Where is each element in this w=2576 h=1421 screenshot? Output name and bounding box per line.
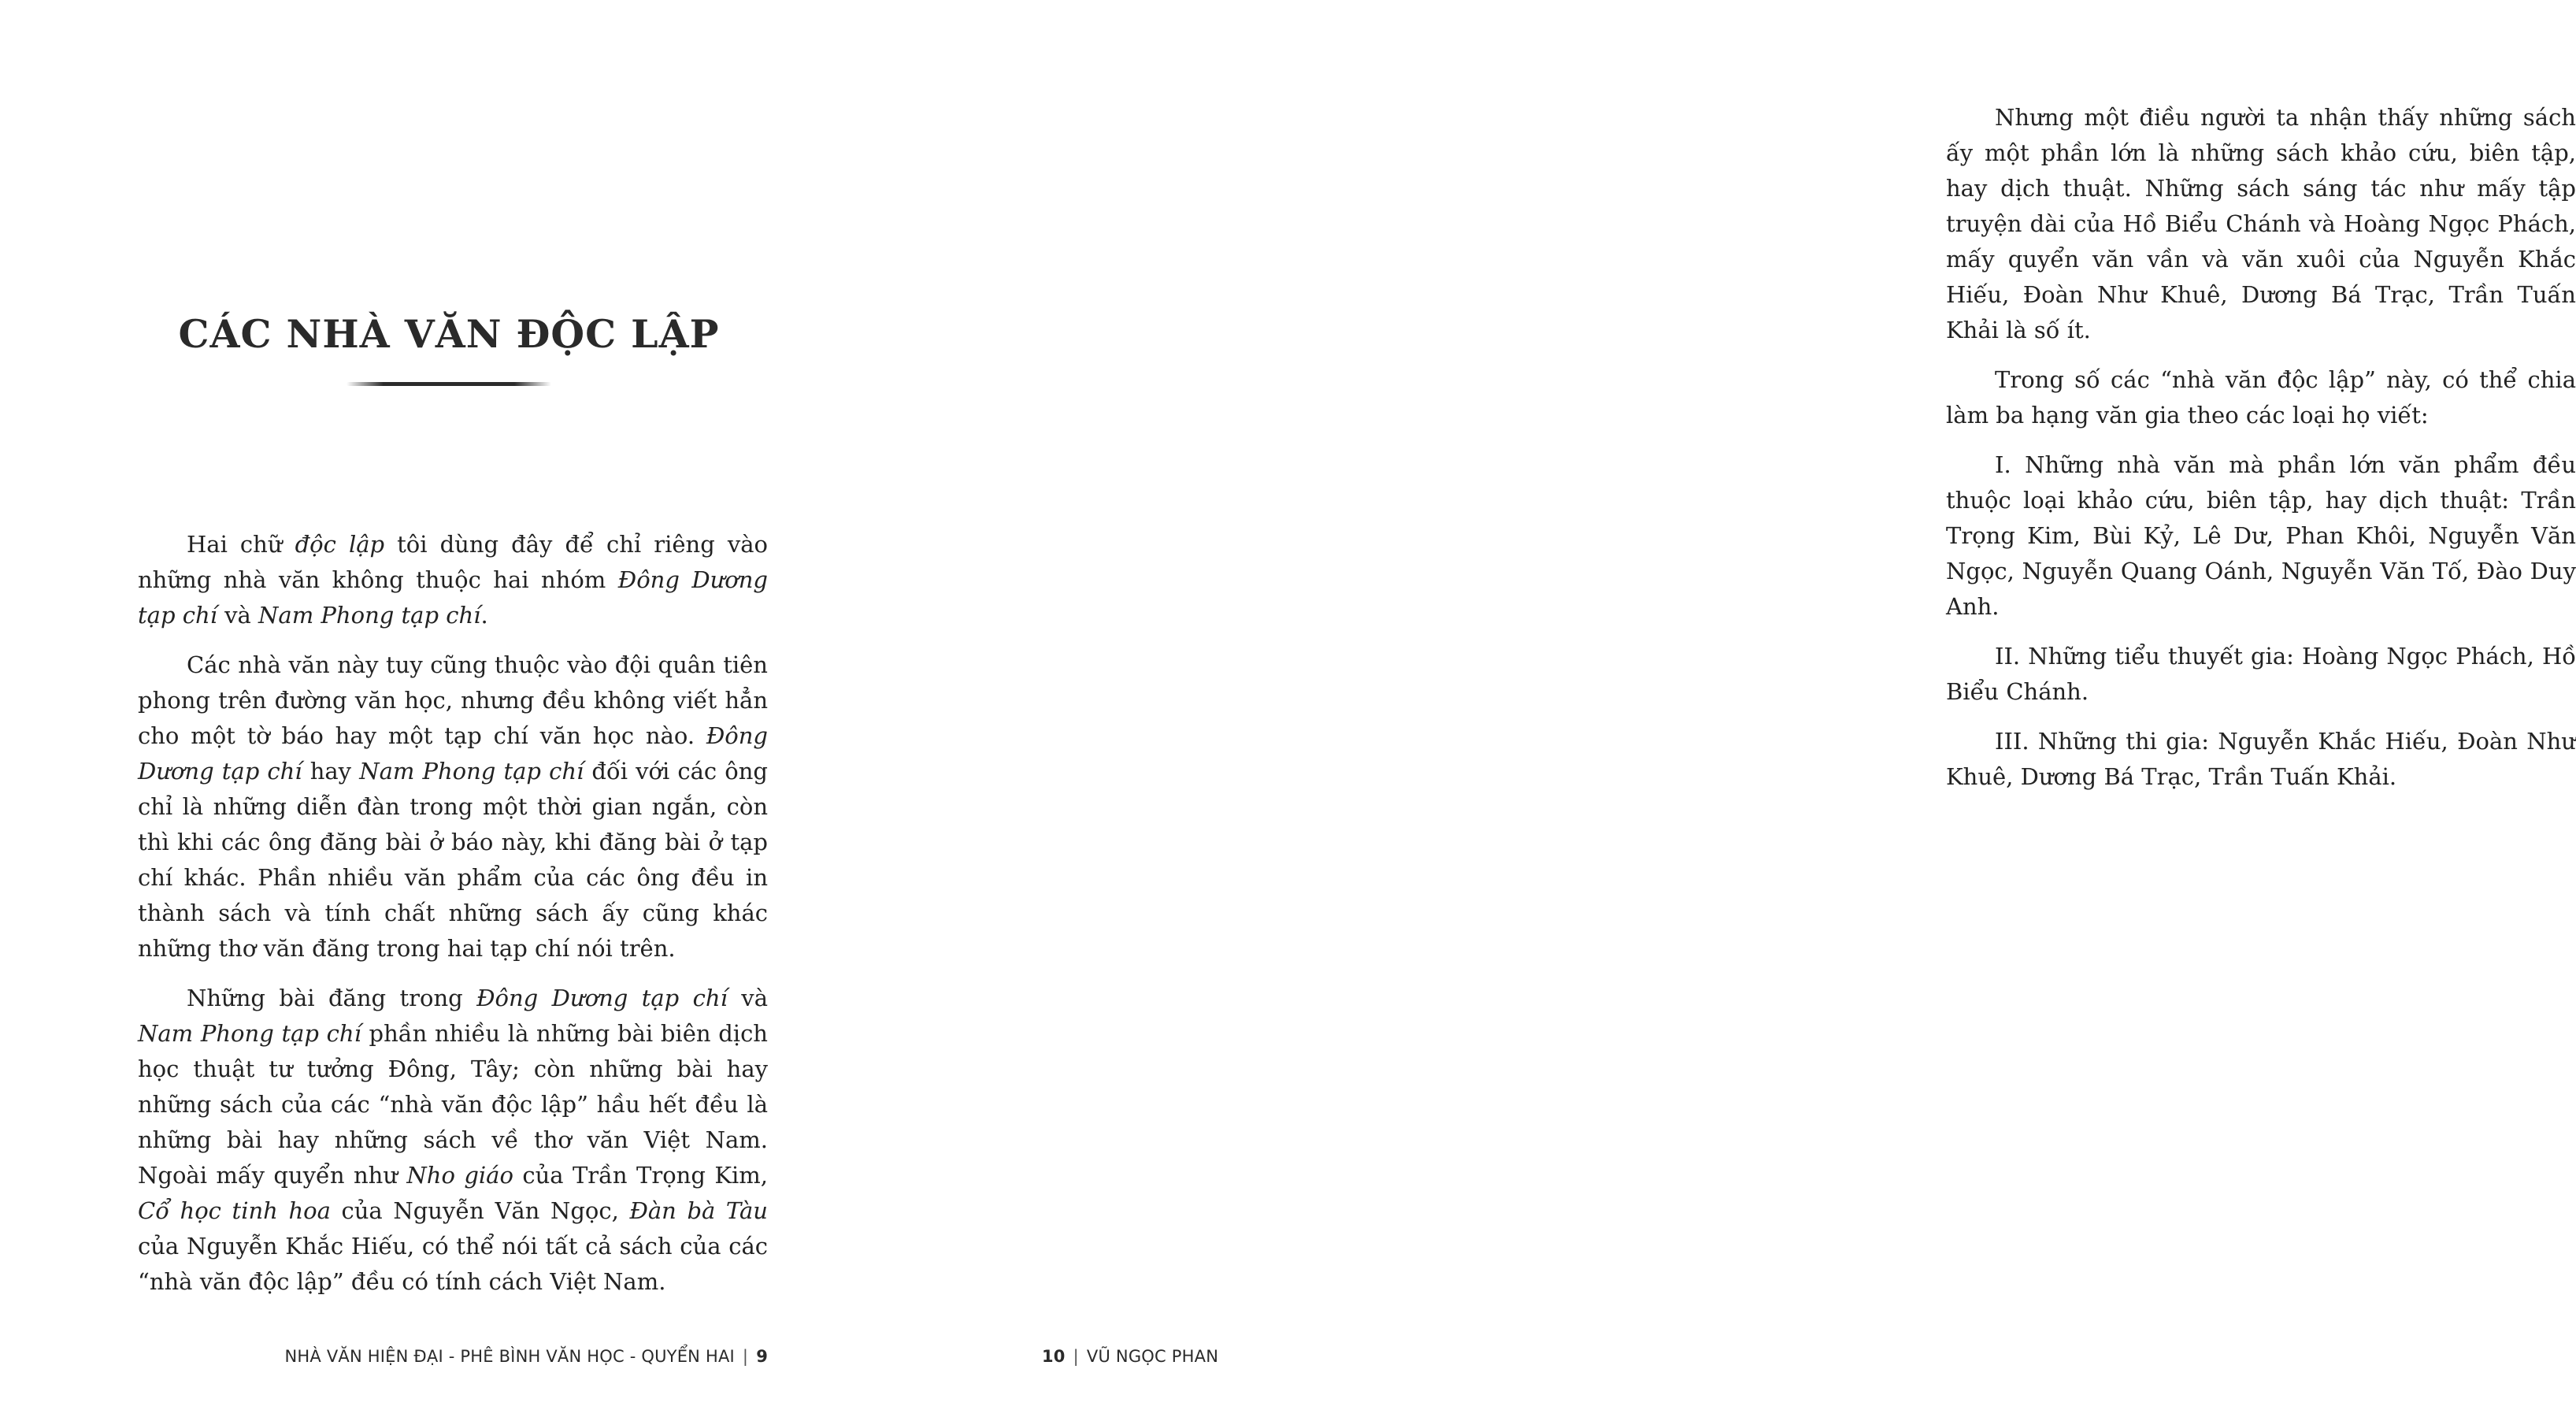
left-page-footer (285, 1347, 768, 1366)
running-title: NHÀ VĂN HIỆN ĐẠI - PHÊ BÌNH VĂN HỌC - QUYỂN HAI (284, 1347, 735, 1366)
page-number: 9 (756, 1347, 768, 1366)
right-paragraph-2: Trong số các “nhà văn độc lập” này, có thể chia làm ba hạng văn gia theo các loại họ viết: (1946, 366, 2576, 429)
left-paragraph-3: Những bài đăng trong Đông Dương tạp chí và Nam Phong tạp chí phần nhiều là những bài biên dịch học thuật tư tưởng Đông, Tây; còn những bài hay những sách của các “nhà văn độc lập” hầu hết đều là những bài hay những sách về thơ văn Việt Nam. Ngoài mấy quyển như Nho giáo của Trần Trọng Kim, Cổ học tinh hoa của Nguyễn Văn Ngọc, Đàn bà Tàu của Nguyễn Khắc Hiếu, có thể nói tất cả sách của các “nhà văn độc lập” đều có tính cách Việt Nam. (138, 985, 768, 1295)
left-page (0, 0, 904, 1421)
right-page (904, 0, 2576, 1421)
right-body-text (1946, 100, 2576, 809)
left-paragraph-1: Hai chữ độc lập tôi dùng đây để chỉ riêng vào những nhà văn không thuộc hai nhóm Đông Dương tạp chí và Nam Phong tạp chí. (138, 531, 768, 629)
footer-separator: | (1073, 1347, 1079, 1366)
chapter-title: CÁC NHÀ VĂN ĐỘC LẬP (178, 311, 720, 357)
author-name: VŨ NGỌC PHAN (1086, 1347, 1219, 1366)
right-page-footer (1042, 1347, 1218, 1366)
right-paragraph-4: II. Những tiểu thuyết gia: Hoàng Ngọc Phách, Hồ Biểu Chánh. (1946, 643, 2576, 705)
footer-separator: | (742, 1347, 749, 1366)
right-paragraph-1: Nhưng một điều người ta nhận thấy những sách ấy một phần lớn là những sách khảo cứu, biên tập, hay dịch thuật. Những sách sáng tác như mấy tập truyện dài của Hồ Biểu Chánh và Hoàng Ngọc Phách, mấy quyển văn vần và văn xuôi của Nguyễn Khắc Hiếu, Đoàn Như Khuê, Dương Bá Trạc, Trần Tuấn Khải là số ít. (1946, 104, 2576, 343)
page-number: 10 (1042, 1347, 1066, 1366)
left-body-text (138, 527, 768, 1314)
title-underline (347, 382, 551, 386)
left-paragraph-2: Các nhà văn này tuy cũng thuộc vào đội quân tiên phong trên đường văn học, nhưng đều không viết hẳn cho một tờ báo hay một tạp chí văn học nào. Đông Dương tạp chí hay Nam Phong tạp chí đối với các ông chỉ là những diễn đàn trong một thời gian ngắn, còn thì khi các ông đăng bài ở báo này, khi đăng bài ở tạp chí khác. Phần nhiều văn phẩm của các ông đều in thành sách và tính chất những sách ấy cũng khác những thơ văn đăng trong hai tạp chí nói trên. (138, 651, 768, 962)
right-paragraph-5: III. Những thi gia: Nguyễn Khắc Hiếu, Đoàn Như Khuê, Dương Bá Trạc, Trần Tuấn Khải. (1946, 728, 2576, 790)
right-paragraph-3: I. Những nhà văn mà phần lớn văn phẩm đều thuộc loại khảo cứu, biên tập, hay dịch thuật: Trần Trọng Kim, Bùi Kỷ, Lê Dư, Phan Khôi, Nguyễn Văn Ngọc, Nguyễn Quang Oánh, Nguyễn Văn Tố, Đào Duy Anh. (1946, 451, 2576, 620)
